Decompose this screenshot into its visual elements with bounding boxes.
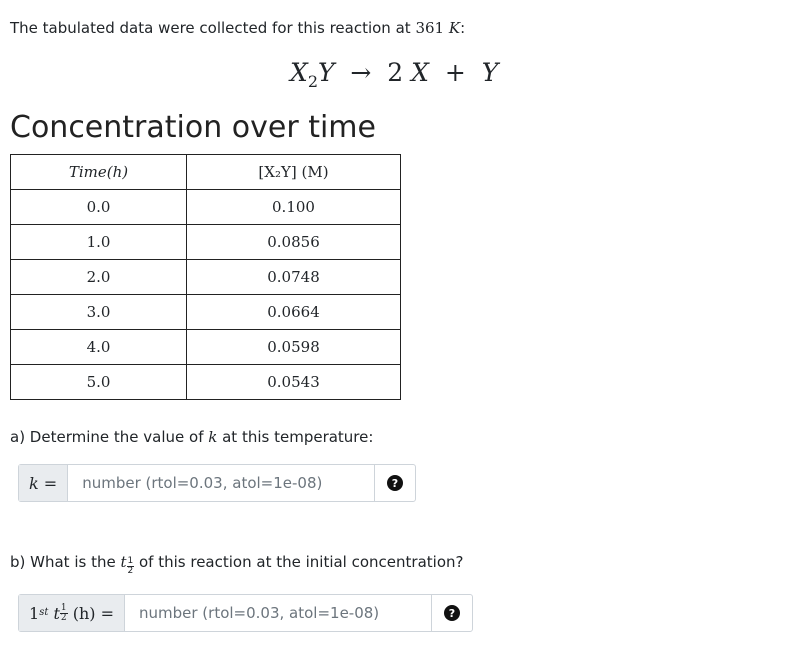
time-cell: 3.0 xyxy=(11,295,187,330)
help-button[interactable] xyxy=(374,465,415,501)
time-header: Time(h) xyxy=(11,155,187,190)
table-row xyxy=(11,260,401,295)
question-b-text: b) What is the t $\frac{1}{2}$ of this reaction at the initial concentration? xyxy=(10,553,464,576)
time-cell: 1.0 xyxy=(11,225,187,260)
question-a-text: a) Determine the value of k at this temperature: xyxy=(10,428,374,446)
half-life-input-group xyxy=(18,594,473,632)
temperature-unit: K xyxy=(448,19,461,37)
concentration-cell: 0.0598 xyxy=(187,330,401,365)
table-header-row xyxy=(11,155,401,190)
concentration-cell: 0.0748 xyxy=(187,260,401,295)
concentration-cell: 0.0543 xyxy=(187,365,401,400)
question-circle-icon: ? xyxy=(444,605,460,621)
table-row xyxy=(11,295,401,330)
help-button[interactable] xyxy=(431,595,472,631)
question-circle-icon: ? xyxy=(387,475,403,491)
time-cell: 0.0 xyxy=(11,190,187,225)
arrow-icon: → xyxy=(350,58,372,87)
reaction-equation: $X_2Y \to 2$ X + Y xyxy=(290,58,499,91)
time-cell: 2.0 xyxy=(11,260,187,295)
section-heading: Concentration over time xyxy=(10,110,376,145)
half-life-label: 1 st t $\frac{1}{2}$ (h) = xyxy=(19,595,125,631)
intro-text: The tabulated data were collected for this reaction at 361 K: xyxy=(10,19,466,37)
table-row xyxy=(11,190,401,225)
concentration-cell: 0.0664 xyxy=(187,295,401,330)
concentration-cell: 0.100 xyxy=(187,190,401,225)
time-cell: 5.0 xyxy=(11,365,187,400)
concentration-header: [X₂Y] (M) xyxy=(187,155,401,190)
k-input-group xyxy=(18,464,416,502)
temperature-value: 361 xyxy=(415,19,445,37)
k-label: k = xyxy=(19,465,68,501)
table-row xyxy=(11,330,401,365)
concentration-table xyxy=(10,154,401,400)
half-fraction: $\frac{1}{2}$ xyxy=(127,556,134,576)
concentration-cell: 0.0856 xyxy=(187,225,401,260)
time-cell: 4.0 xyxy=(11,330,187,365)
table-row xyxy=(11,225,401,260)
k-input[interactable] xyxy=(68,465,374,501)
half-life-input[interactable] xyxy=(125,595,431,631)
table-row xyxy=(11,365,401,400)
